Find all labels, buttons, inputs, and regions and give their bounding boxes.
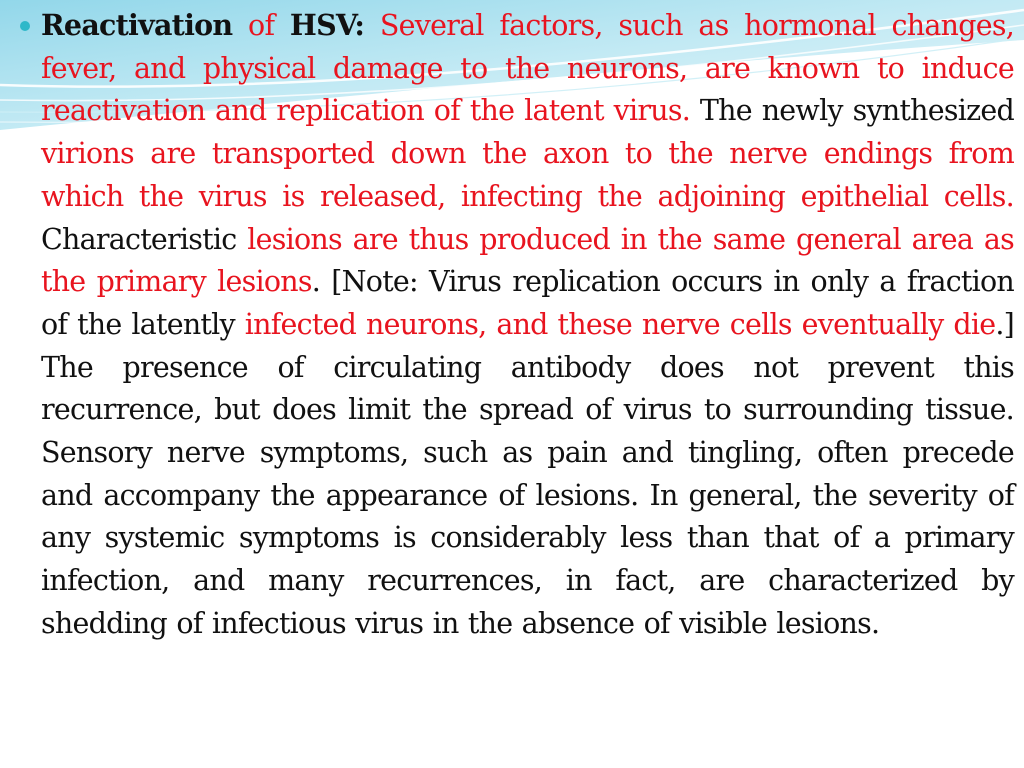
text-segment-bold: Reactivation	[41, 8, 233, 42]
text-segment-red: of	[232, 9, 290, 42]
text-segment-normal: The newly synthesized	[690, 94, 1014, 128]
text-segment-normal: .] The presence of circulating antibody does not prevent this recurrence, but does limit the spread of virus to surrounding tissue. Sensory nerve symptoms, such as pain and tingling, often precede and accompany the appearance of lesions. In general, the severity of any systemic symptoms is considerably less than that of a primary infection, and many recurrences, in fact, are characterized by shedding of infectious virus in the absence of visible lesions.	[41, 307, 1014, 640]
text-segment-normal: Characteristic	[41, 222, 248, 256]
body-paragraph	[41, 4, 1014, 646]
text-segment-red: virions are transported down the axon to the nerve endings from which the virus is released, infecting the adjoining epithelial cells.	[41, 137, 1014, 213]
text-segment-red: Several factors, such as hormonal changes, fever, and physical damage to the neurons, are known to induce reactivation and replication of the latent virus.	[41, 9, 1014, 128]
text-segment-bold: HSV:	[289, 8, 365, 42]
text-segment-red: lesions are thus produced in the same general area as the primary lesions	[41, 222, 1014, 299]
text-segment-normal: . [Note: Virus replication occurs in only a fraction of the latently	[41, 265, 1014, 341]
text-segment-red: infected neurons, and these nerve cells eventually die	[244, 307, 996, 341]
bullet-icon	[20, 21, 30, 31]
